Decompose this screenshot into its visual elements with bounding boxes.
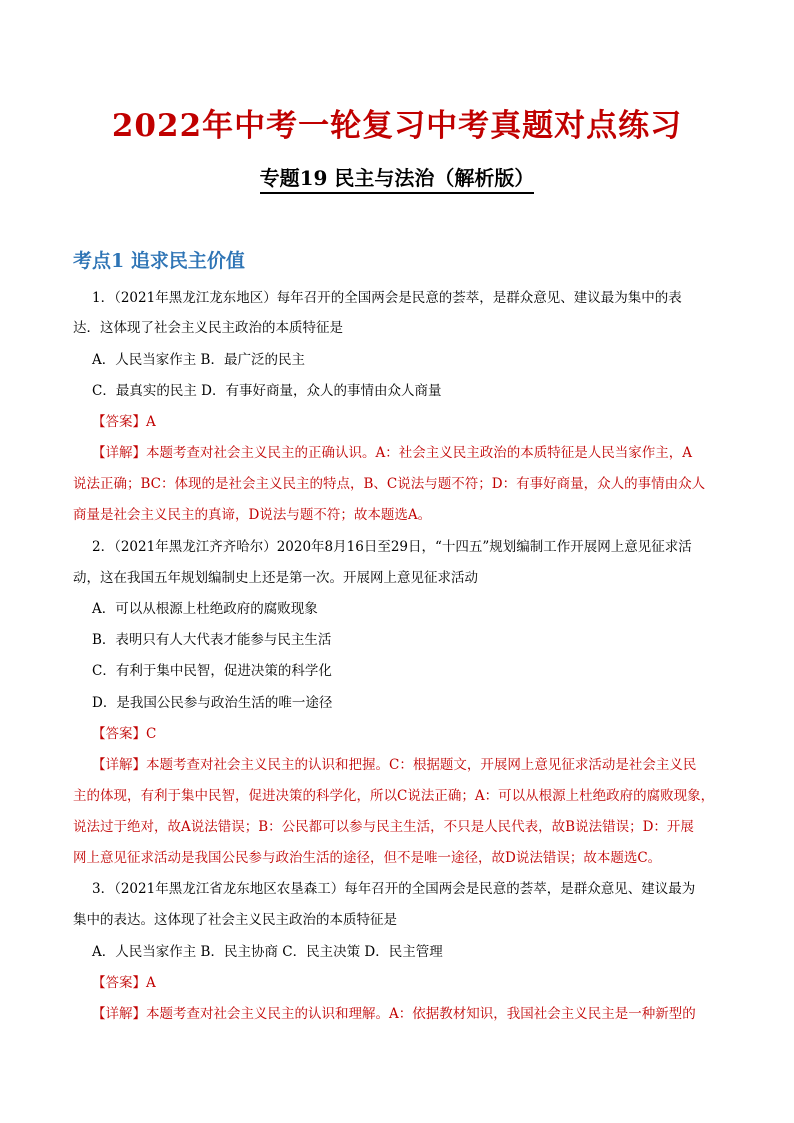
q3-detail-line1: 【详解】本题考查对社会主义民主的认识和理解。A：依据教材知识，我国社会主义民主是一种新型的 — [92, 1006, 696, 1022]
q2-option-c: C．有利于集中民智，促进决策的科学化 — [92, 663, 332, 679]
q3-stem-line1: 3．（2021年黑龙江省龙东地区农垦森工）每年召开的全国两会是民意的荟萃，是群众意见、建议最为 — [92, 881, 696, 897]
q2-detail-line4: 网上意见征求活动是我国公民参与政治生活的途径，但不是唯一途径，故D说法错误；故本题选C。 — [73, 850, 662, 866]
q2-option-a: A．可以从根源上杜绝政府的腐败现象 — [92, 601, 318, 617]
q2-stem-line1: 2．（2021年黑龙江齐齐哈尔）2020年8月16日至29日，“十四五”规划编制工作开展网上意见征求活 — [92, 539, 692, 555]
document-title: 2022年中考一轮复习中考真题对点练习 — [111, 108, 683, 144]
document-subtitle: 专题19 民主与法治（解析版） — [0, 163, 794, 193]
q1-detail-line2: 说法正确；BC：体现的是社会主义民主的特点，B、C说法与题不符；D：有事好商量，众人的事情由众人 — [73, 476, 706, 492]
q1-stem-line1: 1．（2021年黑龙江龙东地区）每年召开的全国两会是民意的荟萃，是群众意见、建议最为集中的表 — [92, 290, 682, 306]
q3-options: A．人民当家作主 B．民主协商 C．民主决策 D．民主管理 — [92, 944, 443, 960]
q3-answer: 【答案】A — [92, 975, 156, 991]
q2-detail-line1: 【详解】本题考查对社会主义民主的认识和把握。C：根据题文，开展网上意见征求活动是社会主义民 — [92, 757, 697, 773]
q1-options-cd: C．最真实的民主 D．有事好商量，众人的事情由众人商量 — [92, 383, 442, 399]
q2-option-b: B．表明只有人大代表才能参与民主生活 — [92, 632, 332, 648]
q2-option-d: D．是我国公民参与政治生活的唯一途径 — [92, 695, 333, 711]
q1-detail-line1: 【详解】本题考查对社会主义民主的正确认识。A：社会主义民主政治的本质特征是人民当家作主，A — [92, 445, 692, 461]
q1-answer: 【答案】A — [92, 414, 156, 430]
q1-options-ab: A．人民当家作主 B．最广泛的民主 — [92, 352, 305, 368]
q2-detail-line3: 说法过于绝对，故A说法错误；B：公民都可以参与民主生活，不只是人民代表，故B说法错误；D：开展 — [73, 819, 694, 835]
section-heading: 考点1 追求民主价值 — [73, 250, 245, 272]
q2-stem-line2: 动，这在我国五年规划编制史上还是第一次。开展网上意见征求活动 — [73, 570, 478, 586]
q1-stem-line2: 达．这体现了社会主义民主政治的本质特征是 — [73, 320, 343, 336]
q1-detail-line3: 商量是社会主义民主的真谛，D说法与题不符；故本题选A。 — [73, 507, 432, 523]
q2-answer: 【答案】C — [92, 726, 157, 742]
q2-detail-line2: 主的体现，有利于集中民智，促进决策的科学化，所以C说法正确；A：可以从根源上杜绝政府的腐败现象， — [73, 788, 715, 804]
q3-stem-line2: 集中的表达。这体现了社会主义民主政治的本质特征是 — [73, 912, 397, 928]
